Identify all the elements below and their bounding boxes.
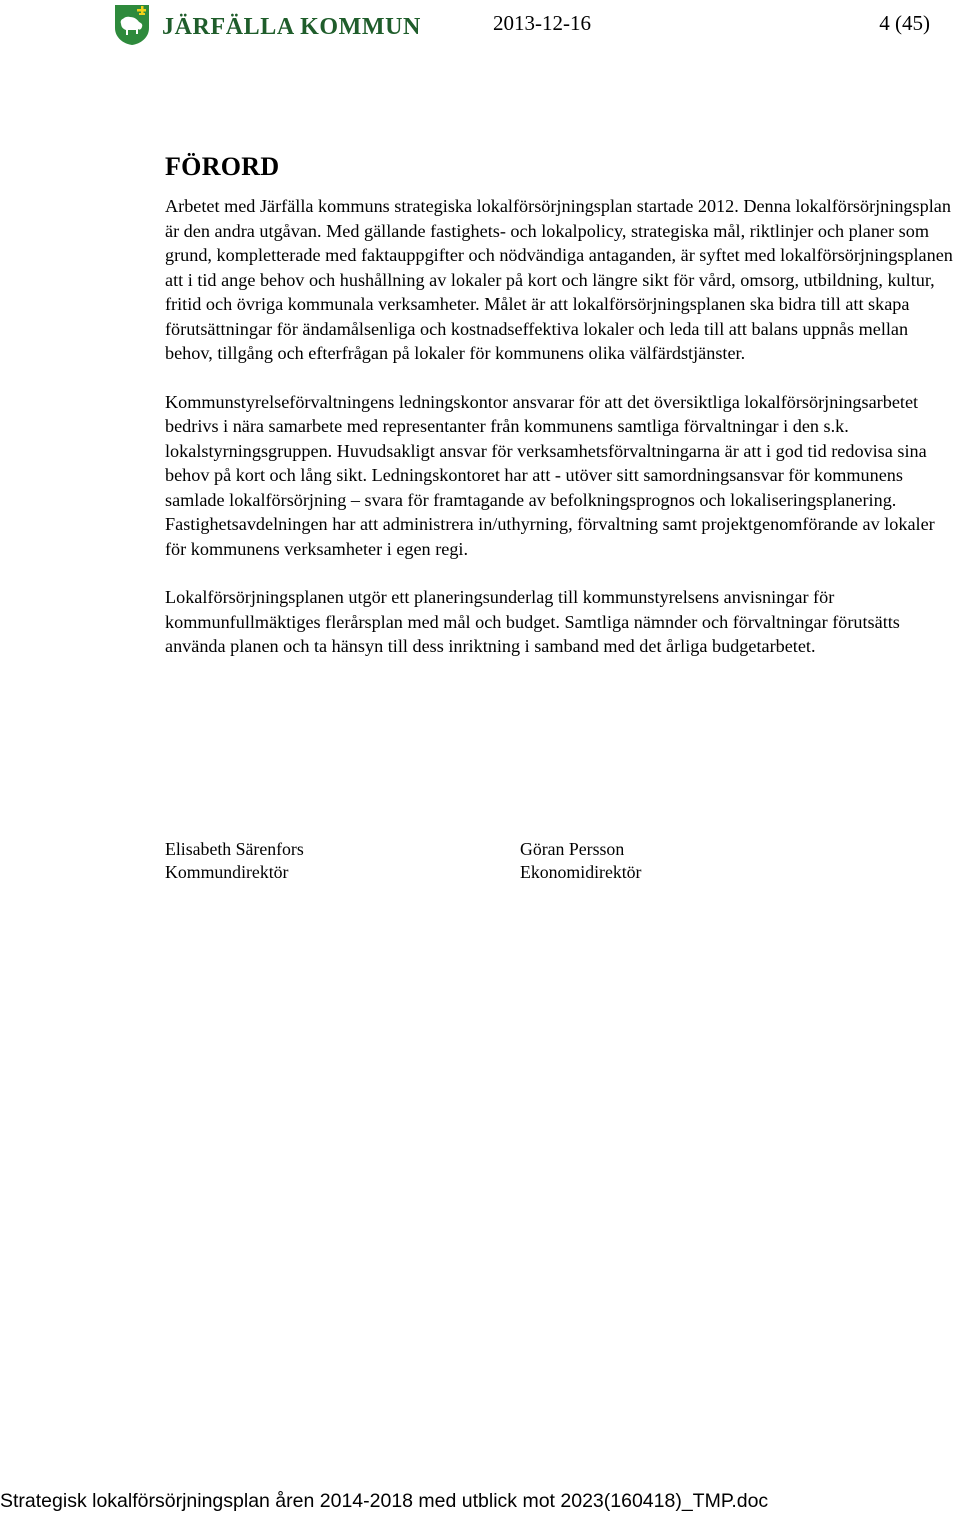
signatory-name: Elisabeth Särenfors: [165, 839, 304, 859]
signatory-title: Ekonomidirektör: [520, 861, 642, 882]
page-header: [0, 0, 960, 50]
paragraph-3: Lokalförsörjningsplanen utgör ett planeringsunderlag till kommunstyrelsens anvisningar för kommunfullmäktiges flerårsplan med mål och budget. Samtliga nämnder och förvaltningar förutsätts använda planen och ta hänsyn till dess inriktning i samband med det årliga budgetarbetet.: [165, 587, 900, 656]
signatory-title: Kommundirektör: [165, 861, 289, 882]
document-date: 2013-12-16: [493, 11, 591, 35]
paragraph-2: Kommunstyrelseförvaltningens ledningskontor ansvarar för att det översiktliga lokalförsörjningsarbetet bedrivs i nära samarbete med representanter från kommunens samtliga förvaltningar i den s.k. lokalstyrningsgruppen. Huvudsakligt ansvar för verksamhetsförvaltningarna är att i god tid redovisa sina behov på kort och lång sikt. Ledningskontoret har att - utöver sitt samordningsansvar för kommunens samlade lokalförsörjning – svara för framtagande av befolkningsprognos och lokaliseringsplanering. Fastighetsavdelningen har att administrera in/uthyrning, förvaltning samt projektgenomförande av lokaler för kommunens verksamheter i egen regi.: [165, 391, 935, 559]
coat-of-arms-icon: [114, 4, 421, 46]
signatory-name: Göran Persson: [520, 839, 625, 859]
signature-right: [520, 838, 641, 883]
jarfalla-kommun-logo: [114, 4, 421, 46]
paragraph-1: Arbetet med Järfälla kommuns strategiska lokalförsörjningsplan startade 2012. Denna lokalförsörjningsplan är den andra utgåvan. Med gällande fastighets- och lokalpolicy, strategiska mål, riktlinjer och planer som grund, kompletterade med faktauppgifter och nödvändiga antaganden, är syftet med lokalförsörjningsplanen att i tid ange behov och hushållning av lokaler på kort och längre sikt för vård, omsorg, utbildning, kultur, fritid och övriga kommunala verksamheter. Målet är att lokalförsörjningsplanen ska bidra till att skapa förutsättningar för ändamålsenliga och kostnadseffektiva lokaler och leda till att balans uppnås mellan behov, tillgång och efterfrågan på lokaler för kommunens olika välfärdstjänster.: [165, 196, 953, 363]
page-footer: Strategisk lokalförsörjningsplan åren 2014-2018 med utblick mot 2023(160418)_TMP.doc: [0, 1490, 769, 1512]
svg-text:JÄRFÄLLA KOMMUN: JÄRFÄLLA KOMMUN: [162, 14, 421, 40]
main-content: [165, 150, 957, 683]
signature-left: [165, 838, 304, 883]
signature-block: [165, 838, 957, 888]
page-title: FÖRORD: [165, 152, 280, 181]
page-number: 4 (45): [879, 11, 930, 35]
